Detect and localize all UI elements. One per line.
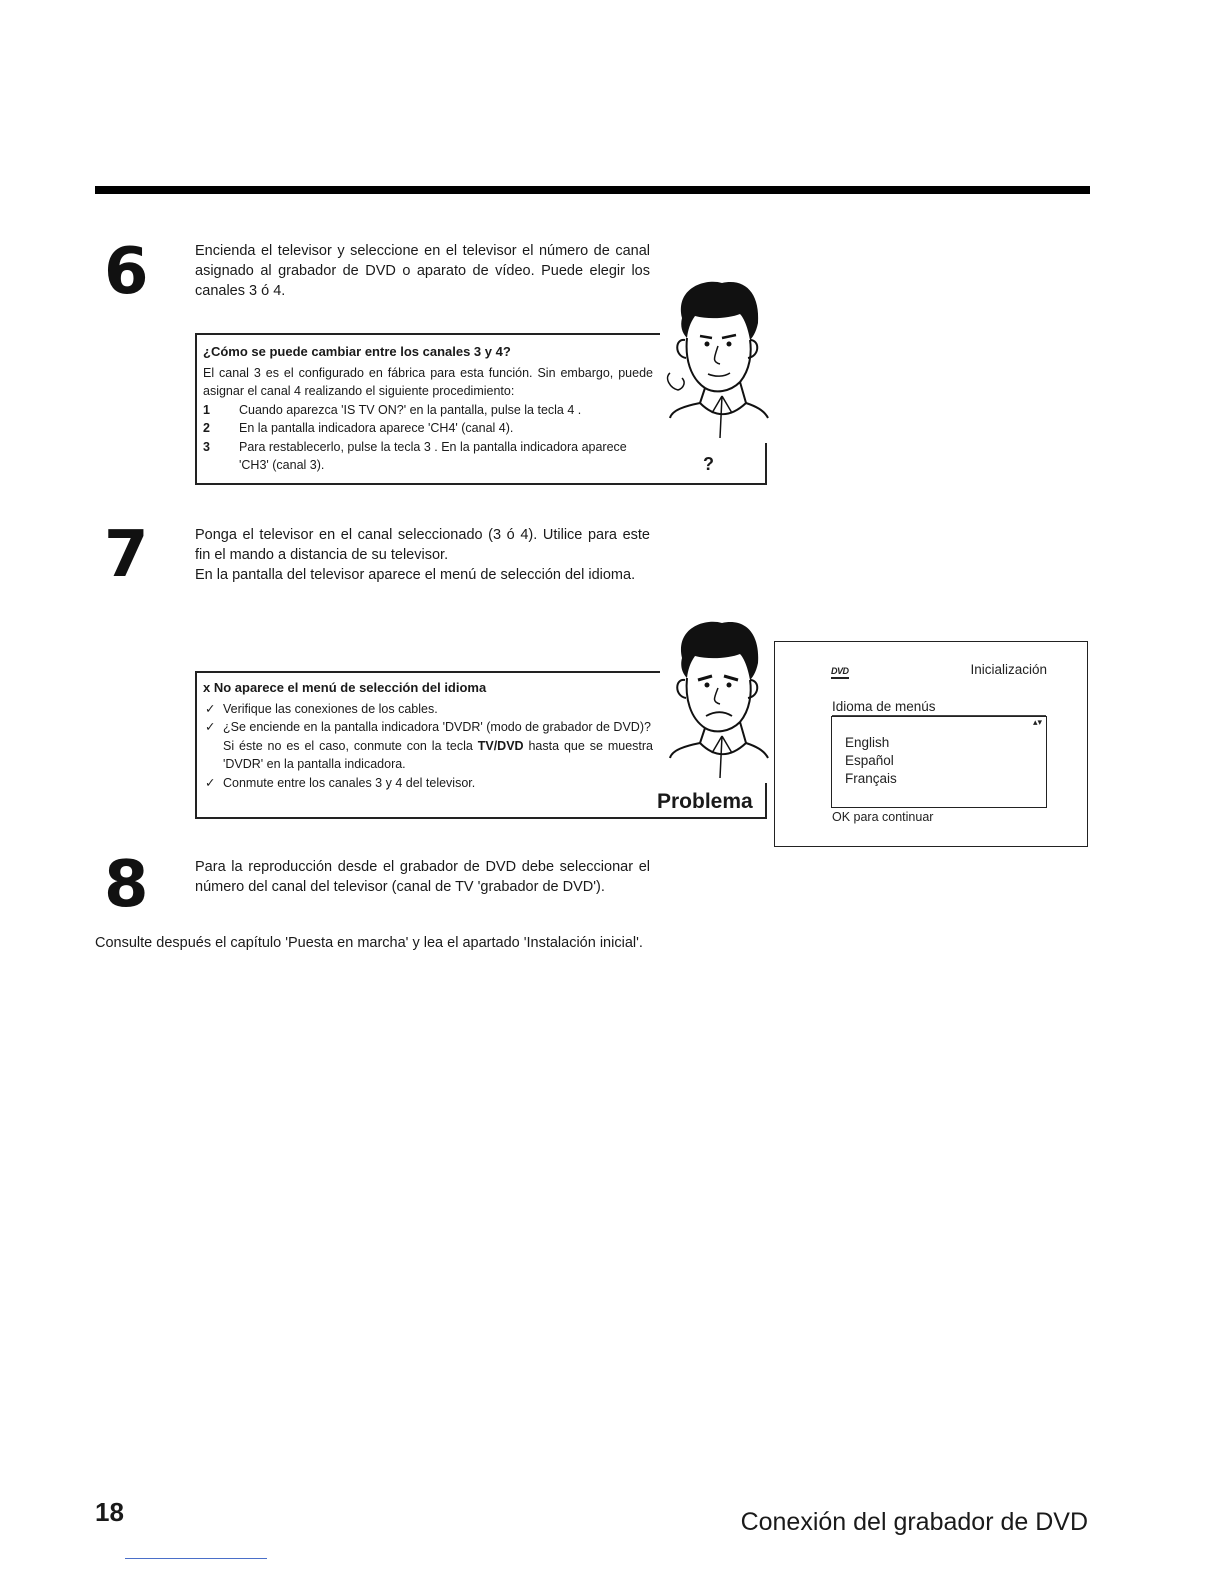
- tip-title: ¿Cómo se puede cambiar entre los canales 3 y 4?: [203, 344, 511, 359]
- problem-content: [203, 679, 653, 792]
- worried-man-icon: [660, 618, 772, 783]
- question-mark-icon: ?: [703, 454, 714, 474]
- list-item: 2 En la pantalla indicadora aparece 'CH4' (canal 4).: [203, 421, 514, 435]
- dvd-logo-icon: DVD: [831, 666, 849, 679]
- osd-title: Inicialización: [970, 662, 1047, 677]
- step-8-text: Para la reproducción desde el grabador de DVD debe seleccionar el número del canal del televisor (canal de TV 'grabador de DVD').: [195, 859, 650, 895]
- list-item: 3 Para restablecerlo, pulse la tecla 3 . En la pantalla indicadora aparece 'CH3' (canal 3).: [203, 439, 627, 472]
- step-number-7: 7: [104, 518, 149, 592]
- language-option-english[interactable]: English: [845, 735, 890, 750]
- step-6-text: Encienda el televisor y seleccione en el televisor el número de canal asignado al grabador de DVD o aparato de vídeo. Puede elegir los canales 3 ó 4.: [195, 243, 650, 299]
- osd-menu-label: Idioma de menús: [832, 699, 1046, 716]
- step-number-6: 6: [104, 235, 149, 309]
- step-number-8: 8: [104, 848, 149, 922]
- scroll-arrows-icon: ▴▾: [1032, 717, 1042, 727]
- language-option-francais[interactable]: Français: [845, 771, 897, 786]
- check-icon: ✓: [205, 701, 216, 716]
- bottom-underline: [125, 1558, 267, 1559]
- problem-title: x No aparece el menú de selección del idioma: [203, 680, 487, 695]
- check-icon: ✓: [205, 775, 216, 790]
- step-7-text: Ponga el televisor en el canal seleccionado (3 ó 4). Utilice para este fin el mando a distancia de su televisor. En la pantalla del televisor aparece el menú de selección del idioma.: [195, 527, 650, 583]
- list-item: 1 Cuando aparezca 'IS TV ON?' en la pantalla, pulse la tecla 4 .: [203, 402, 582, 417]
- top-rule: [95, 186, 1090, 194]
- language-option-espanol[interactable]: Español: [845, 753, 894, 768]
- check-icon: ✓: [205, 720, 216, 734]
- problem-label: Problema: [657, 790, 753, 813]
- tip-list: [203, 401, 653, 475]
- language-listbox[interactable]: [831, 716, 1047, 808]
- thinking-man-icon: [660, 278, 772, 443]
- consulte-note: Consulte después el capítulo 'Puesta en marcha' y lea el apartado 'Instalación inicial'.: [95, 935, 643, 951]
- list-item: ✓ Verifique las conexiones de los cables.: [203, 700, 653, 719]
- tip-body: El canal 3 es el configurado en fábrica para esta función. Sin embargo, puede asignar el canal 4 realizando el siguiente procedimiento:: [203, 365, 653, 398]
- tv-menu-screen: [774, 641, 1088, 847]
- page-number: 18: [95, 1497, 124, 1527]
- osd-footer: OK para continuar: [832, 810, 934, 824]
- list-item: ✓ Conmute entre los canales 3 y 4 del televisor.: [203, 774, 653, 793]
- chapter-title: Conexión del grabador de DVD: [740, 1508, 1088, 1536]
- problem-checklist: [203, 700, 653, 793]
- list-item: ✓ ¿Se enciende en la pantalla indicadora 'DVDR' (modo de grabador de DVD)? Si éste no es el caso, conmute con la tecla TV/DVD hasta que se muestra 'DVDR' en la pantalla indicadora.: [205, 720, 653, 771]
- tip-content: [203, 343, 653, 475]
